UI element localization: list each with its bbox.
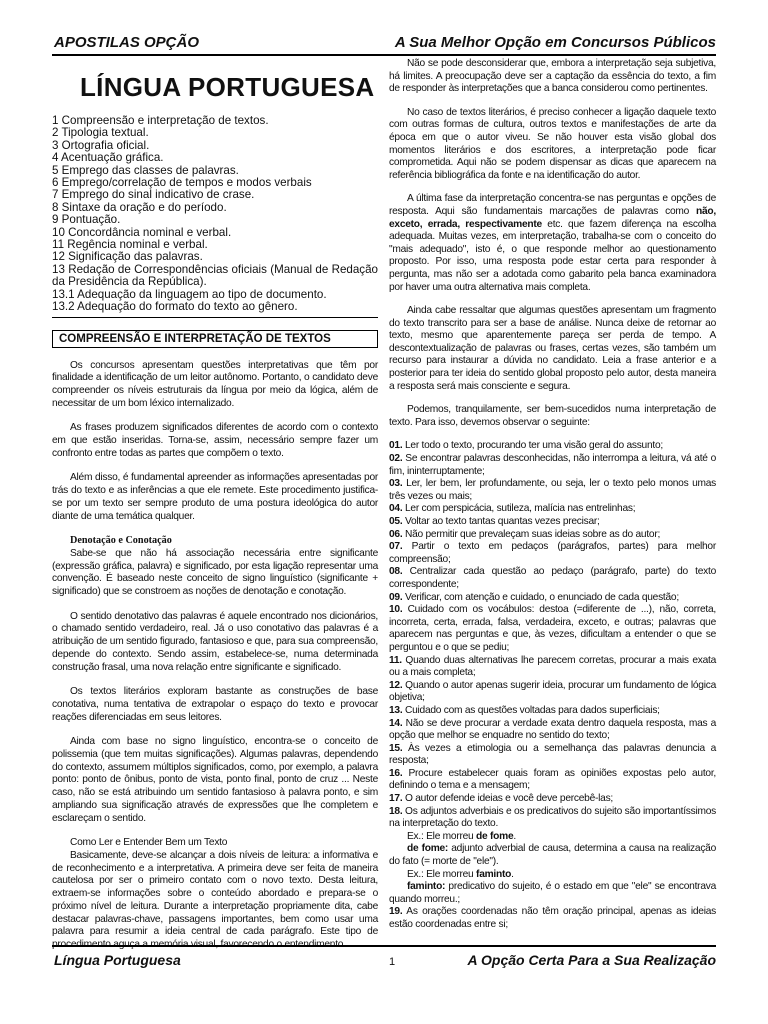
header-slogan: A Sua Melhor Opção em Concursos Públicos [394,34,716,51]
tip-item [389,705,716,718]
footer-subject: Língua Portuguesa [54,952,181,968]
paragraph [389,193,716,294]
tip-item [389,516,716,529]
tip-text: Não permitir que prevaleçam suas ideias sobre as do autor; [402,528,661,540]
topic-item: 13 Redação de Correspondências oficiais (Manual de Redação da Presidência da República). [52,262,378,289]
topic-item: 4 Acentuação gráfica. [52,151,164,165]
paragraph: Ainda cabe ressaltar que algumas questões apresentam um fragmento do texto transcrito para ser a base de análise. Nunca deixe de retornar ao texto, mesmo que aparentemente pareça ser perda de tempo. A descontextualização de palavras ou frases, certas vezes, são também um recurso para instaurar a dúvida no candidato. Leia a frase anterior e a posterior para ter ideia do sentido global proposto pelo autor, desta maneira a resposta será mais consciente e segura. [389,305,716,392]
tip-item [389,906,716,931]
example-bold: de fome: [407,843,449,855]
tip-text: Os adjuntos adverbiais e os predicativos do sujeito são importantíssimos na interpretação do texto. [389,805,716,830]
example-text: predicativo do sujeito, é o estado em que "ele" se encontrava quando morreu.; [389,881,716,905]
tip-number: 06. [389,528,403,540]
example-explanation [389,881,716,906]
tip-text: Não se deve procurar a verdade exata dentro daquela resposta, mas a opção que melhor se enquadre no sentido do texto; [389,717,716,742]
example-explanation [389,843,716,868]
tip-number: 13. [389,704,403,716]
example-bold: faminto [476,868,512,880]
tip-text: Ler com perspicácia, sutileza, malícia nas entrelinhas; [402,503,636,515]
topic-item: 7 Emprego do sinal indicativo de crase. [52,188,255,202]
tip-text: Cuidado com as questões voltadas para dados superficiais; [402,704,660,716]
topic-item: 6 Emprego/correlação de tempos e modos verbais [52,176,312,190]
tip-number: 17. [389,793,403,805]
topics-list [52,115,378,314]
topic-item: 1 Compreensão e interpretação de textos. [52,114,269,127]
paragraph: O sentido denotativo das palavras é aquele encontrado nos dicionários, o chamado sentido verdadeiro, real. Já o uso conotativo das palavras é a atribuição de um sentido figurado, fantasioso e que, para sua compreensão, depende do contexto. Sendo assim, estabelece-se, numa determinada construção frasal, uma nova relação entre significante e significado. [52,610,378,673]
tip-text: Cuidado com os vocábulos: destoa (=diferente de ...), não, correta, incorreta, certa, errada, falsa, verdadeira, exceto, e outras; palavras que aparecem nas perguntas e que, às vezes, dificultam a entender o que se perguntou e o que se pediu; [389,604,716,653]
tip-item [389,440,716,453]
paragraph-text: A última fase da interpretação concentra-se nas perguntas e opções de resposta. Aqui são fundamentais marcações de palavras como [389,193,716,217]
tip-number: 07. [389,541,403,553]
tip-text: Quando o autor apenas sugerir ideia, procurar um fundamento de lógica objetiva; [389,679,716,704]
tip-number: 10. [389,604,403,616]
tip-number: 18. [389,805,403,817]
tip-number: 08. [389,566,403,578]
example-bold: faminto: [407,881,446,893]
topic-item: 5 Emprego das classes de palavras. [52,163,239,177]
topic-item: 12 Significação das palavras. [52,250,203,264]
topic-item: 9 Pontuação. [52,213,121,227]
tip-item [389,743,716,768]
tip-item [389,768,716,793]
tip-number: 05. [389,516,403,527]
paragraph-text: etc. que fazem diferença na escolha adequada. Muitas vezes, em interpretação, trabalha-se com o conceito do "mais adequado", isto é, o que responde melhor ao questionamento proposto. Por isso, uma resposta pode estar certa para responder à pergunta, mas não ser a adotada como gabarito pela banca examinadora por haver uma outra alternativa mais completa. [389,218,716,293]
page-header [52,32,716,56]
example-text: . [511,868,514,880]
left-column [52,60,378,952]
topic-item: 2 Tipologia textual. [52,126,149,140]
tips-list [389,440,716,931]
paragraph: Não se pode desconsiderar que, embora a interpretação seja subjetiva, há limites. A preocupação deve ser a captação da essência do texto, a fim de responder às interpretações que a banca considerou como pertinentes. [389,58,716,95]
keywords: não, exceto, errada, respectivamente [389,205,716,230]
topic-item: 13.1 Adequação da linguagem ao tipo de documento. [52,287,327,301]
tip-item [389,793,716,806]
topic-item: 13.2 Adequação do formato do texto ao gênero. [52,300,298,314]
tip-text: Se encontrar palavras desconhecidas, não interrompa a leitura, vá até o fim, ininterruptamente; [389,453,716,477]
tip-item [389,655,716,680]
tip-text: Ler, ler bem, ler profundamente, ou seja, ler o texto pelo monos umas três vezes ou mais; [389,478,716,502]
header-publisher: APOSTILAS OPÇÃO [54,34,200,51]
example-bold: de fome [476,830,514,842]
divider [52,317,378,318]
example-text: Ex.: Ele morreu [407,868,477,880]
tip-text: Voltar ao texto tantas quantas vezes precisar; [402,516,600,527]
tip-number: 19. [389,906,403,918]
section-heading: COMPREENSÃO E INTERPRETAÇÃO DE TEXTOS [52,330,378,348]
footer-slogan: A Opção Certa Para a Sua Realização [467,952,716,968]
tip-item [389,478,716,503]
paragraph: Basicamente, deve-se alcançar a dois níveis de leitura: a informativa e de reconhecimento e a interpretativa. A primeira deve ser feita de maneira cautelosa por ser o primeiro contato com o novo texto. Desta leitura, extraem-se informações sobre o conteúdo abordado e prepara-se o próximo nível de leitura. Durante a interpretação propriamente dita, cabe destacar palavras-chave, passagens importantes, bem como usar uma palavra para resumir a ideia central de cada parágrafo. Este tipo de procedimento aguça a memória visual, favorecendo o entendimento. [52,850,378,950]
tip-item [389,604,716,654]
tip-number: 11. [389,654,402,666]
tip-item [389,529,716,542]
page-title: LÍNGUA PORTUGUESA [80,72,375,102]
tip-text: Centralizar cada questão ao pedaço (parágrafo, parte) do texto correspondente; [389,566,716,590]
tip-text: Às vezes a etimologia ou a semelhança das palavras denuncia a resposta; [389,742,716,767]
paragraph: Os concursos apresentam questões interpretativas que têm por finalidade a identificação de um leitor autônomo. Portanto, o candidato deve compreender os níveis estruturais da língua por meio da lógica, além de necessitar de um bom léxico internalizado. [52,359,378,409]
tip-item [389,541,716,566]
tip-text: Partir o texto em pedaços (parágrafos, partes) para melhor compreensão; [389,541,716,565]
subheading-denotacao: Denotação e Conotação [70,535,172,547]
left-body-text [52,360,378,952]
tip-number: 16. [389,767,403,779]
paragraph: Podemos, tranquilamente, ser bem-sucedidos numa interpretação de texto. Para isso, devemos observar o seguinte: [389,404,716,428]
paragraph: No caso de textos literários, é preciso conhecer a ligação daquele texto com outras formas de cultura, outros textos e manifestações de arte da época em que o autor viveu. Se não houver esta visão global dos momentos literários e dos escritores, a interpretação pode ficar comprometida. Aqui não se podem dispensar as dicas que aparecem na referência bibliográfica da fonte e na identificação do autor. [389,106,716,181]
tip-item [389,718,716,743]
tip-number: 15. [389,742,403,754]
example-text: Ex.: Ele morreu [407,830,477,842]
tip-number: 02. [389,453,403,465]
paragraph: Ainda com base no signo linguístico, encontra-se o conceito de polissemia (que tem muitas significações). Algumas palavras, dependendo do contexto, assumem múltiplos significados, como, por exemplo, a palavra ponto: ponto de ônibus, ponto de vista, ponto final, ponto de cruz ... Neste caso, não se está atribuindo um sentido fantasioso à palavra ponto, e sim ampliando sua significação através de expressões que lhe completem e esclareçam o sentido. [52,736,378,824]
paragraph: Os textos literários exploram bastante as construções de base conotativa, numa tentativa de extrapolar o espaço do texto e provocar reações diferenciadas em seus leitores. [52,686,378,723]
example-line [389,831,716,844]
tip-text: Verificar, com atenção e cuidado, o enunciado de cada questão; [402,591,679,603]
topic-item: 11 Regência nominal e verbal. [52,238,208,252]
tip-item [389,680,716,705]
page-number: 1 [389,956,396,968]
tip-text: O autor defende ideias e você deve percebê-las; [402,793,613,805]
tip-number: 04. [389,503,403,515]
tip-item [389,566,716,591]
paragraph: Além disso, é fundamental apreender as informações apresentadas por trás do texto e as inferências a que ele remete. Este procedimento justifica-se por um texto ser sempre produto de uma postura ideológica do autor diante de uma temática qualquer. [52,472,378,522]
topic-item: 3 Ortografia oficial. [52,138,150,152]
example-text: . [513,830,516,842]
tip-number: 03. [389,478,403,490]
tip-item [389,806,716,831]
tip-text: As orações coordenadas não têm oração principal, apenas as ideias estão coordenadas entre si; [389,906,716,930]
example-text: adjunto adverbial de causa, determina a causa na realização do fato (= morte de "ele"). [389,843,716,868]
tip-text: Quando duas alternativas lhe parecem corretas, procurar a mais exata ou a mais completa; [389,654,716,679]
tip-item [389,503,716,516]
page-footer [52,945,716,977]
topic-item: 8 Sintaxe da oração e do período. [52,200,227,214]
tip-number: 09. [389,591,403,603]
paragraph: Sabe-se que não há associação necessária entre significante (expressão gráfica, palavra) e significado, por esta ligação representar uma convenção. É baseado neste conceito de signo linguístico (significante + significado) que se constroem as noções de denotação e conotação. [52,547,378,598]
tip-item [389,592,716,605]
tip-text: Procure estabelecer quais foram as opiniões expostas pelo autor, definindo o tema e a mensagem; [389,767,716,792]
subheading-ler: Como Ler e Entender Bem um Texto [70,837,228,849]
topic-item: 10 Concordância nominal e verbal. [52,225,232,239]
tip-number: 01. [389,440,403,452]
tip-text: Ler todo o texto, procurando ter uma visão geral do assunto; [402,440,663,452]
example-line [389,869,716,882]
paragraph: As frases produzem significados diferentes de acordo com o contexto em que estão inseridas. Torna-se, assim, necessário sempre fazer um confronto entre todas as partes que compõem o texto. [52,422,378,459]
tip-number: 14. [389,717,403,729]
right-column [389,58,716,932]
tip-item [389,453,716,478]
tip-number: 12. [389,679,403,691]
